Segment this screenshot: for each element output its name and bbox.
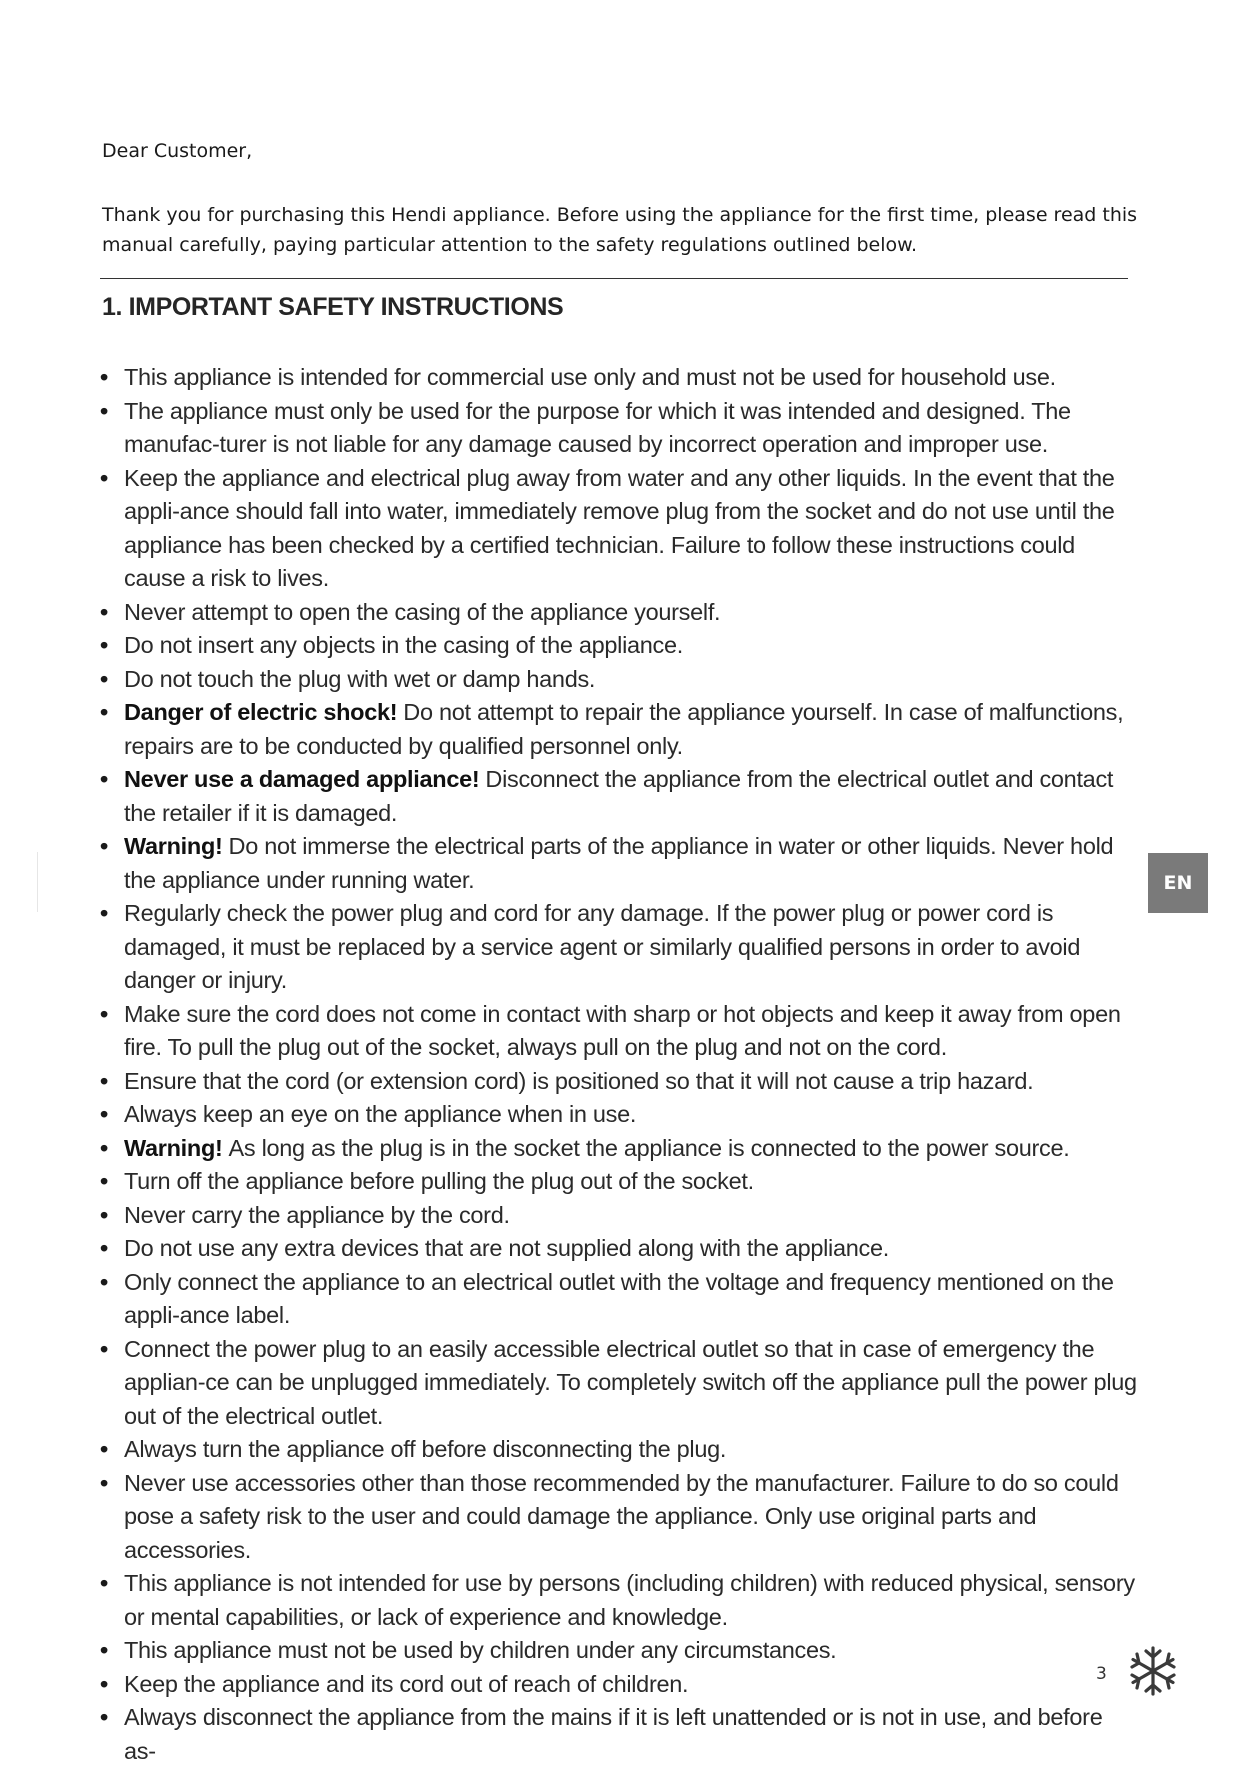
- instruction-text: Do not touch the plug with wet or damp hands.: [124, 665, 596, 692]
- language-tab: EN: [1148, 853, 1208, 913]
- safety-instructions-list: [100, 361, 1140, 1768]
- bullet-icon: •: [100, 1268, 108, 1295]
- bullet-icon: •: [100, 699, 108, 725]
- snowflake-icon: [1127, 1645, 1179, 1697]
- instruction-item: [100, 1165, 1140, 1199]
- bullet-icon: •: [100, 1235, 108, 1261]
- instruction-item: [100, 830, 1140, 897]
- instruction-text: Keep the appliance and electrical plug away from water and any other liquids. In the event that the appli-ance should fall into water, immediately remove plug from the socket and do not use until the appliance has been checked by a certified technician. Failure to follow these instructions could cause a risk to lives.: [124, 464, 1115, 591]
- instruction-item: [100, 1668, 1140, 1702]
- instruction-item: [100, 1098, 1140, 1132]
- instruction-text: Always keep an eye on the appliance when in use.: [124, 1101, 637, 1127]
- greeting: Dear Customer,: [102, 140, 253, 162]
- instruction-item: [100, 696, 1140, 763]
- bullet-icon: •: [100, 1101, 108, 1127]
- bullet-icon: •: [100, 1436, 108, 1462]
- instruction-text: Do not insert any objects in the casing of the appliance.: [124, 632, 684, 658]
- instruction-item: [100, 998, 1140, 1065]
- instruction-item: [100, 897, 1140, 998]
- instruction-emphasis: Warning!: [124, 1134, 223, 1161]
- instruction-text: Keep the appliance and its cord out of reach of children.: [124, 1670, 689, 1697]
- instruction-text: Always disconnect the appliance from the mains if it is left unattended or is not in use, and before as-: [124, 1704, 1103, 1764]
- bullet-icon: •: [100, 632, 108, 658]
- instruction-item: [100, 763, 1140, 830]
- instruction-text: Turn off the appliance before pulling the plug out of the socket.: [124, 1168, 754, 1194]
- instruction-item: [100, 1634, 1140, 1668]
- instruction-item: [100, 1266, 1140, 1333]
- instruction-text: Make sure the cord does not come in contact with sharp or hot objects and keep it away from open fire. To pull the plug out of the socket, always pull on the plug and not on the cord.: [124, 1000, 1121, 1060]
- bullet-icon: •: [100, 1134, 108, 1161]
- bullet-icon: •: [100, 900, 108, 926]
- bullet-icon: •: [100, 1000, 108, 1027]
- instruction-item: [100, 395, 1140, 462]
- instruction-emphasis: Danger of electric shock!: [124, 699, 398, 725]
- instruction-item: [100, 1132, 1140, 1166]
- instruction-text: Never attempt to open the casing of the appliance yourself.: [124, 598, 721, 625]
- section-title: 1. IMPORTANT SAFETY INSTRUCTIONS: [102, 293, 564, 321]
- bullet-icon: •: [100, 1469, 108, 1496]
- bullet-icon: •: [100, 1067, 108, 1094]
- instruction-text: Always turn the appliance off before disconnecting the plug.: [124, 1436, 727, 1462]
- instruction-item: [100, 1065, 1140, 1099]
- bullet-icon: •: [100, 1335, 108, 1362]
- page-number: 3: [1096, 1664, 1107, 1684]
- bullet-icon: •: [100, 1704, 108, 1730]
- instruction-item: [100, 1333, 1140, 1434]
- bullet-icon: •: [100, 397, 108, 424]
- instruction-text: Regularly check the power plug and cord for any damage. If the power plug or power cord is damaged, it must be replaced by a service agent or similarly qualified persons in order to avoid danger or injury.: [124, 900, 1081, 993]
- instruction-emphasis: Never use a damaged appliance!: [124, 766, 480, 792]
- instruction-item: [100, 1433, 1140, 1467]
- bullet-icon: •: [100, 464, 108, 491]
- instruction-item: [100, 1199, 1140, 1233]
- instruction-item: [100, 596, 1140, 630]
- instruction-item: [100, 361, 1140, 395]
- bullet-icon: •: [100, 1670, 108, 1697]
- instruction-item: [100, 1232, 1140, 1266]
- instruction-emphasis: Warning!: [124, 833, 223, 859]
- instruction-text: Only connect the appliance to an electrical outlet with the voltage and frequency mentioned on the appli-ance label.: [124, 1268, 1114, 1328]
- instruction-item: [100, 462, 1140, 596]
- instruction-text: Connect the power plug to an easily accessible electrical outlet so that in case of emergency the applian-ce can be unplugged immediately. To completely switch off the appliance pull the power plug out of the electrical outlet.: [124, 1335, 1137, 1429]
- instruction-item: [100, 629, 1140, 663]
- instruction-item: [100, 1467, 1140, 1568]
- bullet-icon: •: [100, 1637, 108, 1663]
- instruction-text: Disconnect the appliance from the electrical outlet and contact the retailer if it is damaged.: [124, 766, 1114, 826]
- instruction-item: [100, 1701, 1140, 1768]
- instruction-text: The appliance must only be used for the purpose for which it was intended and designed. The manufac-turer is not liable for any damage caused by incorrect operation and improper use.: [124, 397, 1071, 457]
- divider: [100, 278, 1128, 279]
- bullet-icon: •: [100, 1201, 108, 1228]
- instruction-text: This appliance is not intended for use by persons (including children) with reduced physical, sensory or mental capabilities, or lack of experience and knowledge.: [124, 1570, 1135, 1630]
- scan-edge-mark: [37, 852, 38, 912]
- instruction-text: Do not attempt to repair the appliance yourself. In case of malfunctions, repairs are to be conducted by qualified personnel only.: [124, 699, 1124, 759]
- instruction-item: [100, 663, 1140, 697]
- instruction-text: Never use accessories other than those recommended by the manufacturer. Failure to do so could pose a safety risk to the user and could damage the appliance. Only use original parts and accessories.: [124, 1469, 1119, 1563]
- bullet-icon: •: [100, 833, 108, 859]
- bullet-icon: •: [100, 1570, 108, 1596]
- instruction-text: Do not immerse the electrical parts of the appliance in water or other liquids. Never hold the appliance under running water.: [124, 833, 1114, 893]
- instruction-text: Do not use any extra devices that are not supplied along with the appliance.: [124, 1235, 889, 1261]
- instruction-text: Never carry the appliance by the cord.: [124, 1201, 510, 1228]
- instruction-text: As long as the plug is in the socket the appliance is connected to the power source.: [228, 1134, 1070, 1161]
- instruction-item: [100, 1567, 1140, 1634]
- bullet-icon: •: [100, 1168, 108, 1194]
- instruction-text: This appliance is intended for commercial use only and must not be used for household use.: [124, 364, 1056, 390]
- intro-paragraph: Thank you for purchasing this Hendi appliance. Before using the appliance for the first time, please read this manual carefully, paying particular attention to the safety regulations outlined below.: [102, 204, 1138, 256]
- instruction-text: Ensure that the cord (or extension cord) is positioned so that it will not cause a trip hazard.: [124, 1067, 1034, 1094]
- bullet-icon: •: [100, 766, 108, 792]
- bullet-icon: •: [100, 665, 108, 692]
- bullet-icon: •: [100, 598, 108, 625]
- instruction-text: This appliance must not be used by children under any circumstances.: [124, 1637, 837, 1663]
- bullet-icon: •: [100, 364, 108, 390]
